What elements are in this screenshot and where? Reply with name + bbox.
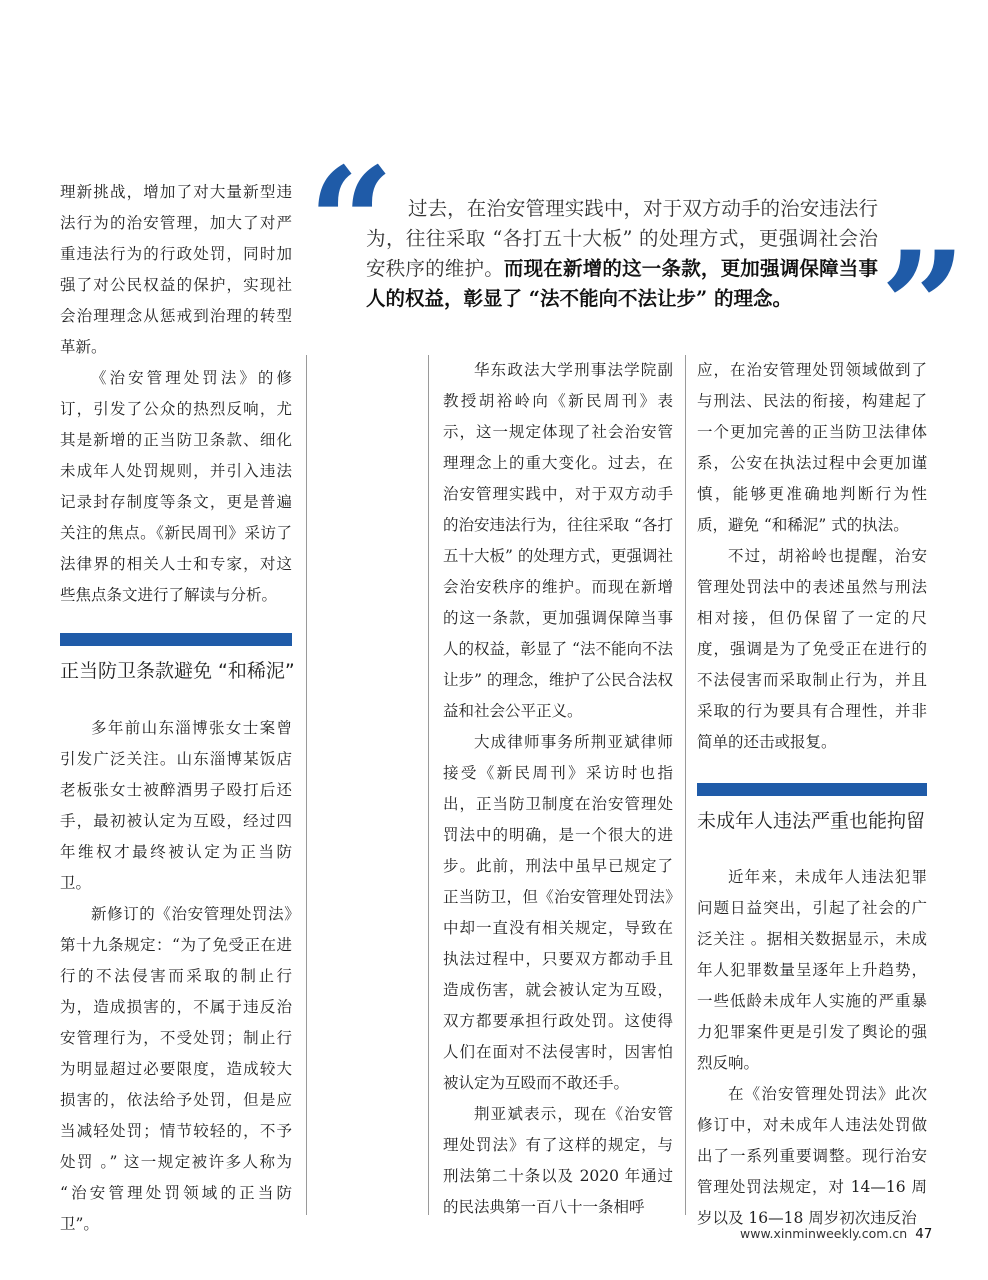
paragraph: 荆亚斌表示，现在《治安管理处罚法》有了这样的规定，与刑法第二十条以及 2020 年通过的民法典第一百八十一条相呼 xyxy=(443,1105,673,1216)
paragraph: 不过，胡裕岭也提醒，治安管理处罚法中的表述虽然与刑法相对接，但仍保留了一定的尺度，强调是为了免受正在进行的不法侵害而采取制止行为，并且采取的行为要具有合理性，并非简单的还击或报复。 xyxy=(697,547,927,751)
paragraph: 在《治安管理处罚法》此次修订中，对未成年人违法处罚做出了一系列重要调整。现行治安管理处罚法规定，对 14—16 周岁以及 16—18 周岁初次违反治 xyxy=(697,1085,927,1227)
column-1 xyxy=(60,177,292,611)
section-bar xyxy=(697,783,927,796)
paragraph: 大成律师事务所荆亚斌律师接受《新民周刊》采访时也指出，正当防卫制度在治安管理处罚法中的明确，是一个很大的进步。此前，刑法中虽早已规定了正当防卫，但《治安管理处罚法》中却一直没有相关规定，导致在执法过程中，只要双方都动手且造成伤害，就会被认定为互殴，双方都要承担行政处罚。这使得人们在面对不法侵害时，因害怕被认定为互殴而不敢还手。 xyxy=(443,733,673,1092)
paragraph: 应，在治安管理处罚领域做到了与刑法、民法的衔接，构建起了一个更加完善的正当防卫法律体系，公安在执法过程中会更加谨慎，能够更准确地判断行为性质，避免 “和稀泥” 式的执法。 xyxy=(697,361,927,534)
paragraph: 多年前山东淄博张女士案曾引发广泛关注。山东淄博某饭店老板张女士被醉酒男子殴打后还手，最初被认定为互殴，经过四年维权才最终被认定为正当防卫。 xyxy=(60,719,292,892)
open-quote-mark: “ xyxy=(308,135,395,311)
section-heading: 未成年人违法严重也能拘留 xyxy=(697,810,926,832)
section-heading: 正当防卫条款避免 “和稀泥” xyxy=(60,660,295,682)
pull-quote-emphasis: 而现在新增的这一条款，更加强调保障当事人的权益，彰显了 “法不能向不法让步” 的理念。 xyxy=(366,257,878,310)
column-3-lower xyxy=(697,862,927,1234)
column-rule xyxy=(306,355,307,1215)
page-number: 47 xyxy=(915,1226,933,1242)
column-1-lower xyxy=(60,713,292,1240)
website-url[interactable]: www.xinminweekly.com.cn xyxy=(740,1226,908,1241)
paragraph: 新修订的《治安管理处罚法》第十九条规定：“为了免受正在进行的不法侵害而采取的制止行为，造成损害的，不属于违反治安管理行为，不受处罚；制止行为明显超过必要限度，造成较大损害的，依法给予处罚，但是应当减轻处罚；情节较轻的，不予处罚 。” 这一规定被许多人称为 “治安管理处罚领域的正当防卫”。 xyxy=(60,905,292,1233)
paragraph: 《治安管理处罚法》的修订，引发了公众的热烈反响，尤其是新增的正当防卫条款、细化未成年人处罚规则，并引入违法记录封存制度等条文，更是普遍关注的焦点。《新民周刊》采访了法律界的相关人士和专家，对这些焦点条文进行了解读与分析。 xyxy=(60,369,292,604)
column-2 xyxy=(443,355,673,1223)
column-3 xyxy=(697,355,927,758)
column-rule xyxy=(685,355,686,1215)
paragraph: 近年来，未成年人违法犯罪问题日益突出，引起了社会的广泛关注 。据相关数据显示，未成年人犯罪数量呈逐年上升趋势，一些低龄未成年人实施的严重暴力犯罪案件更是引发了舆论的强烈反响。 xyxy=(697,868,927,1072)
paragraph: 理新挑战，增加了对大量新型违法行为的治安管理，加大了对严重违法行为的行政处罚，同时加强了对公民权益的保护，实现社会治理理念从惩戒到治理的转型革新。 xyxy=(60,183,292,356)
pull-quote xyxy=(366,194,878,314)
section-bar xyxy=(60,633,292,646)
paragraph: 华东政法大学刑事法学院副教授胡裕岭向《新民周刊》表示，这一规定体现了社会治安管理理念上的重大变化。过去，在治安管理实践中，对于双方动手的治安违法行为，往往采取 “各打五十大板” 的处理方式，更强调社会治安秩序的维护。而现在新增的这一条款，更加强调保障当事人的权益，彰显了 “法不能向不法让步” 的理念，维护了公民合法权益和社会公平正义。 xyxy=(443,361,673,720)
pull-quote-text: 过去，在治安管理实践中，对于双方动手的治安违法行为，往往采取 “各打五十大板” 的处理方式，更强调社会治安秩序的维护。 xyxy=(366,197,878,280)
column-rule xyxy=(428,355,429,1215)
close-quote-mark: ” xyxy=(880,219,967,395)
page-footer xyxy=(740,1226,932,1242)
